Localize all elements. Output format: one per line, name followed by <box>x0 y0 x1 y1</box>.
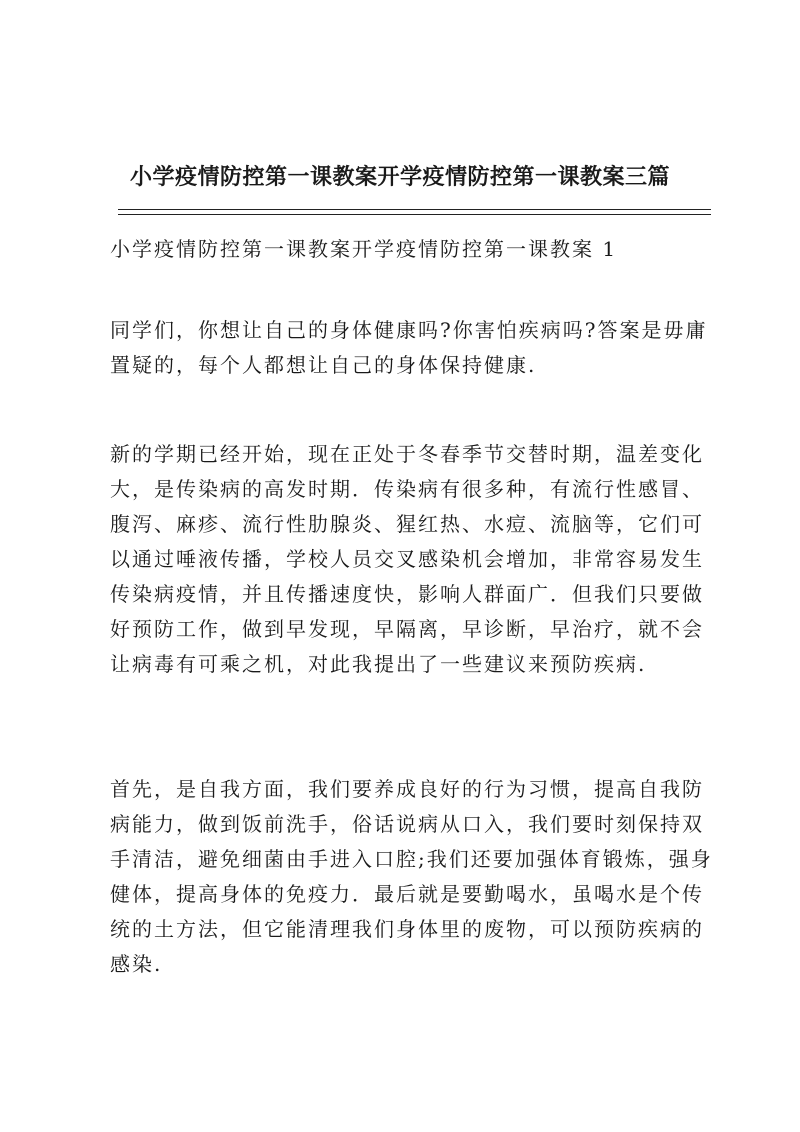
paragraph-1: 同学们，你想让自己的身体健康吗?你害怕疾病吗?答案是毋庸置疑的，每个人都想让自己的身体保持健康. <box>110 318 708 377</box>
section-heading: 小学疫情防控第一课教案开学疫情防控第一课教案 1 <box>110 237 618 261</box>
document-title: 小学疫情防控第一课教案开学疫情防控第一课教案三篇 <box>129 164 670 190</box>
title-rule-top <box>118 209 711 210</box>
title-rule-bottom <box>118 214 711 215</box>
paragraph-3: 首先，是自我方面，我们要养成良好的行为习惯，提高自我防病能力，做到饭前洗手，俗话说病从口入，我们要时刻保持双手清洁，避免细菌由手进入口腔;我们还要加强体育锻炼，强身健体，提高身体的免疫力．最后就是要勤喝水，虽喝水是个传统的土方法，但它能清理我们身体里的废物，可以预防疾病的感染. <box>110 777 713 976</box>
paragraph-2: 新的学期已经开始，现在正处于冬春季节交替时期，温差变化大，是传染病的高发时期．传染病有很多种，有流行性感冒、腹泻、麻疹、流行性肋腺炎、猩红热、水痘、流脑等，它们可以通过唾液传播，学校人员交叉感染机会增加，非常容易发生传染病疫情，并且传播速度快，影响人群面广．但我们只要做好预防工作，做到早发现，早隔离，早诊断，早治疗，就不会让病毒有可乘之机，对此我提出了一些建议来预防疾病. <box>110 442 704 676</box>
